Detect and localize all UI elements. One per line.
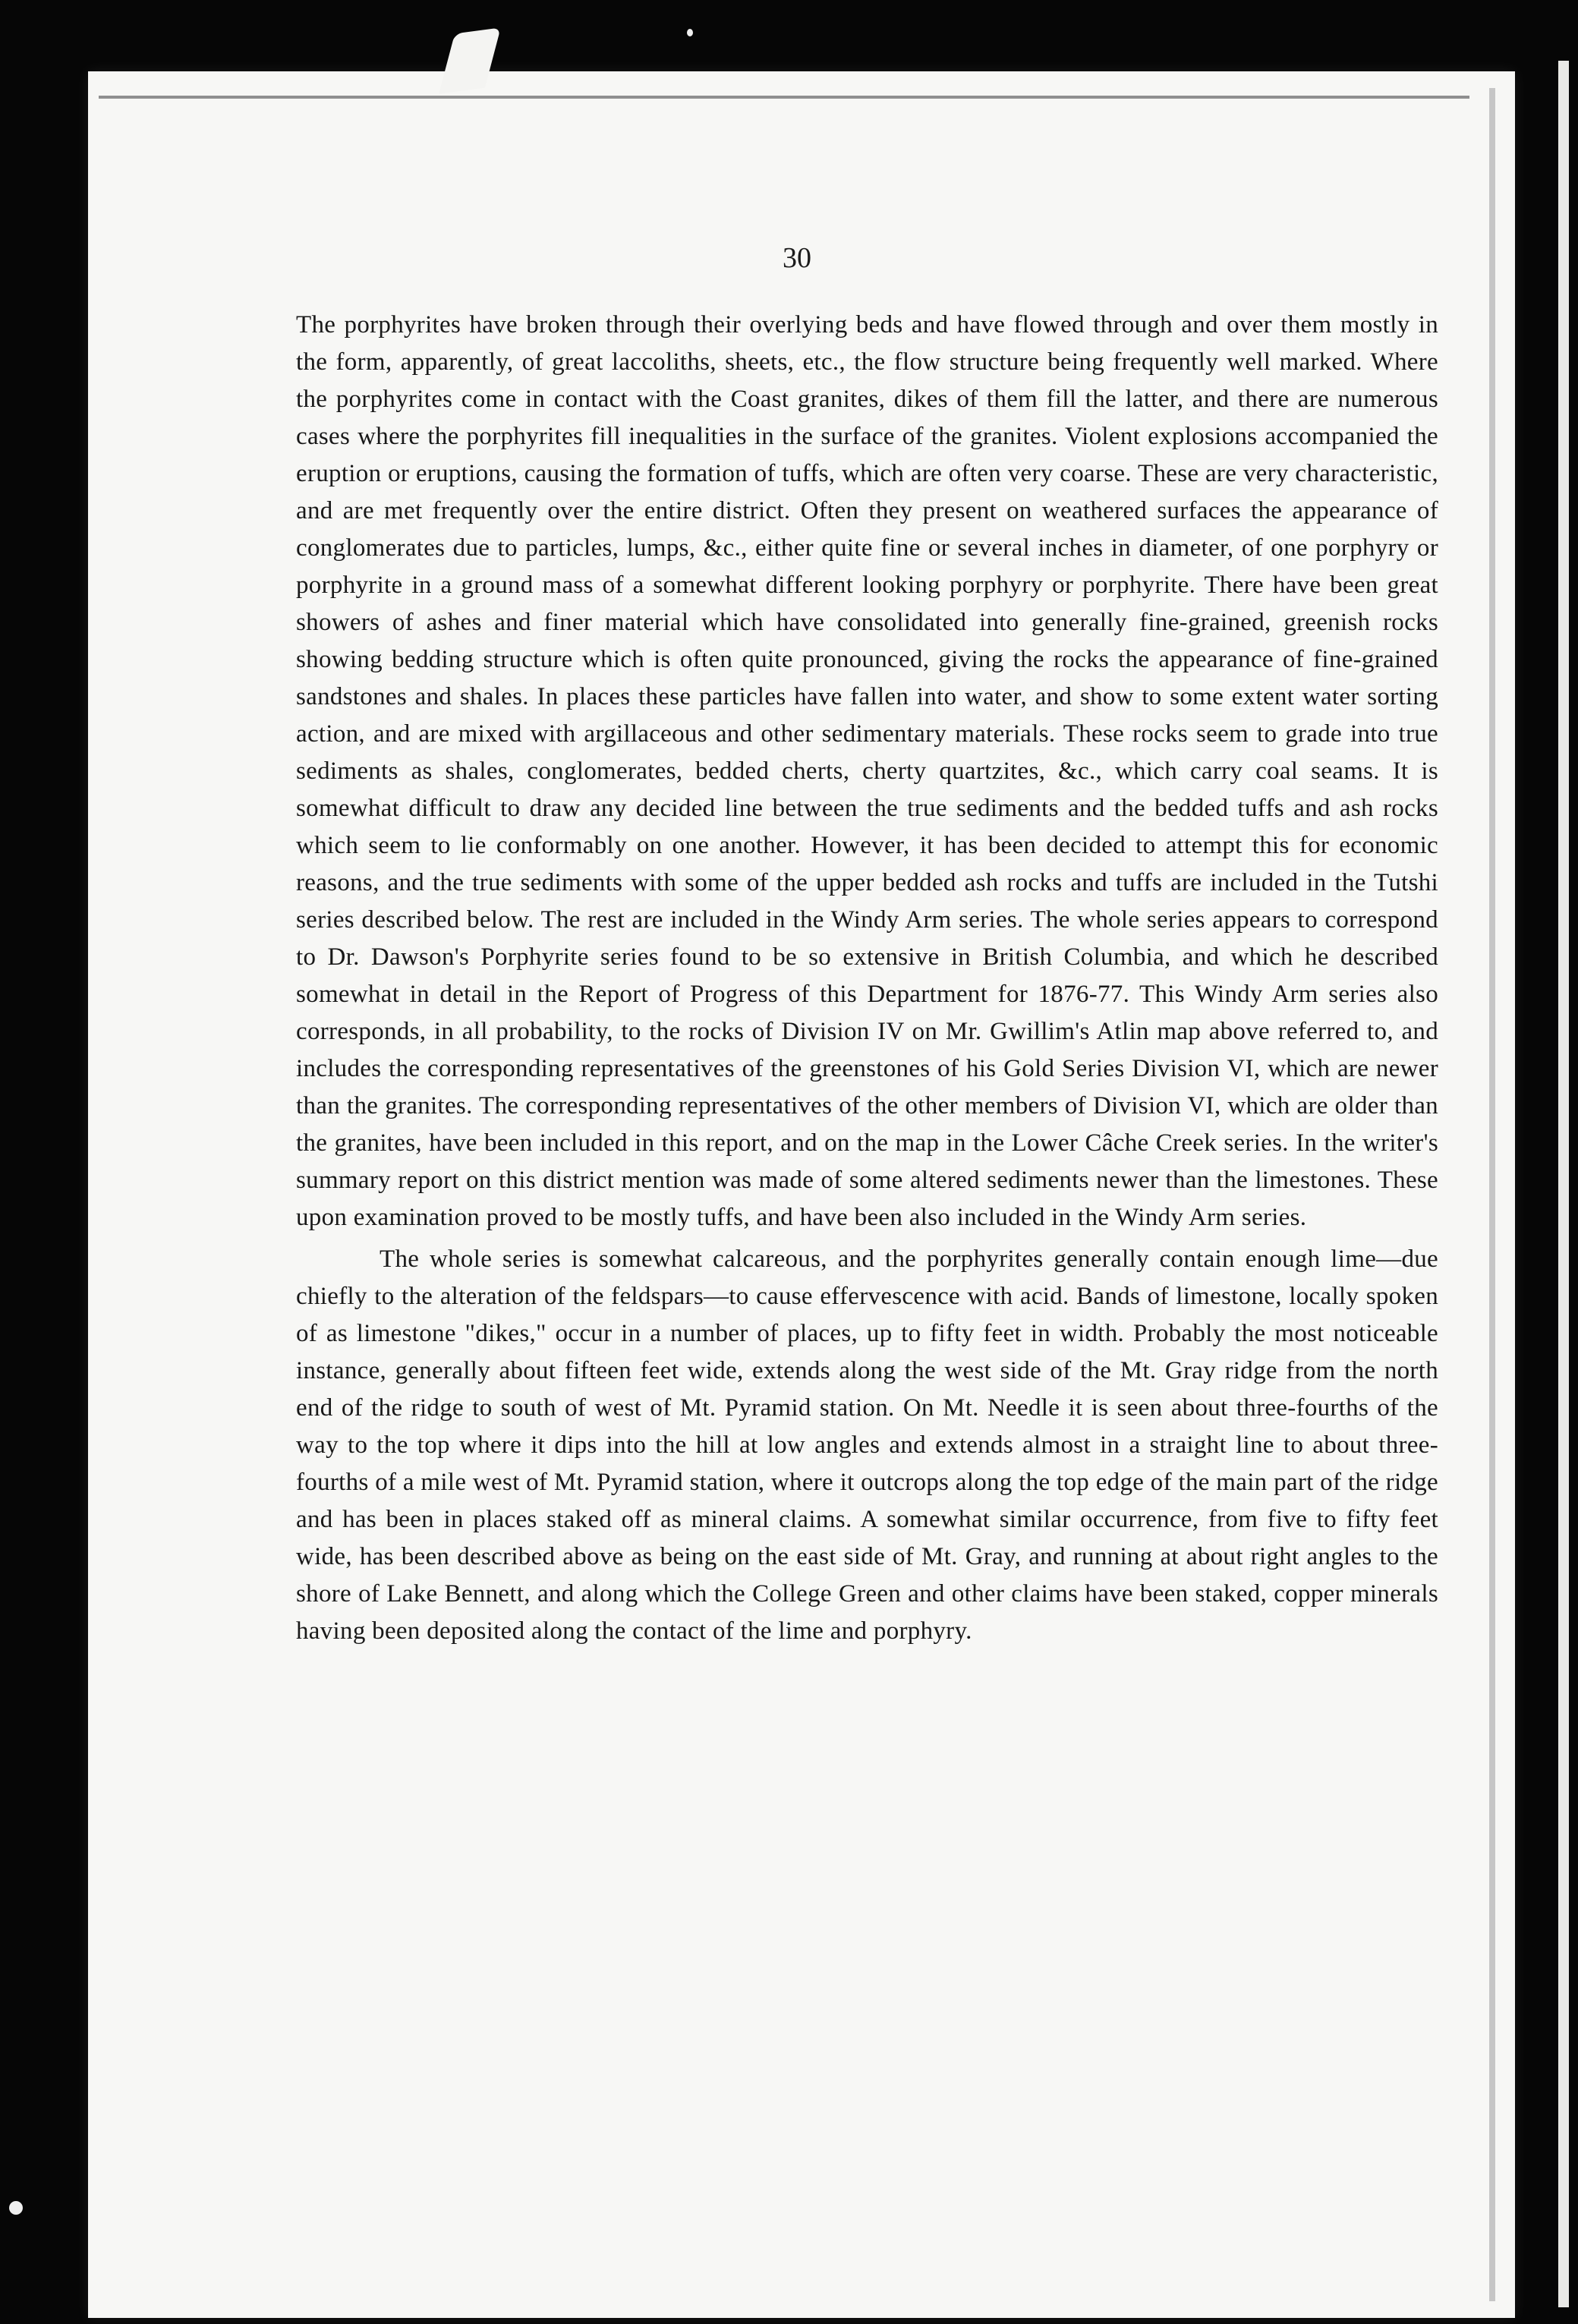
page-top-edge-line: [99, 96, 1469, 99]
scan-speck: [9, 2201, 23, 2215]
page-right-edge-line: [1489, 88, 1495, 2301]
adjacent-page-edge: [1558, 61, 1569, 2307]
scan-speck: [687, 29, 693, 36]
paragraph-porphyrites: The porphyrites have broken through their overlying beds and have flowed through and over them mostly in the form, apparently, of great laccoliths, sheets, etc., the flow structure being frequently well marked. Where the porphyrites come in contact with the Coast granites, dikes of them fill the latter, and there are numerous cases where the porphyrites fill inequalities in the surface of the granites. Violent explosions accompanied the eruption or eruptions, causing the formation of tuffs, which are often very coarse. These are very characteristic, and are met frequently over the entire district. Often they present on weathered surfaces the appearance of conglomerates due to particles, lumps, &c., either quite fine or several inches in diameter, of one porphyry or porphyrite in a ground mass of a somewhat different looking porphyry or porphyrite. There have been great showers of ashes and finer material which have consolidated into generally fine-grained, greenish rocks showing bedding structure which is often quite pronounced, giving the rocks the appearance of fine-grained sandstones and shales. In places these particles have fallen into water, and show to some extent water sorting action, and are mixed with argillaceous and other sedimentary materials. These rocks seem to grade into true sediments as shales, conglomerates, bedded cherts, cherty quartzites, &c., which carry coal seams. It is somewhat difficult to draw any decided line between the true sediments and the bedded tuffs and ash rocks which seem to lie conformably on one another. However, it has been decided to attempt this for economic reasons, and the true sediments with some of the upper bedded ash rocks and tuffs are included in the Tutshi series described below. The rest are included in the Windy Arm series. The whole series appears to correspond to Dr. Dawson's Porphyrite series found to be so extensive in British Columbia, and which he described somewhat in detail in the Report of Progress of this Department for 1876-77. This Windy Arm series also corresponds, in all probability, to the rocks of Division IV on Mr. Gwillim's Atlin map above referred to, and includes the corresponding representatives of the greenstones of his Gold Series Division VI, which are newer than the granites. The corresponding representatives of the other members of Division VI, which are older than the granites, have been included in this report, and on the map in the Lower Câche Creek series. In the writer's summary report on this district mention was made of some altered sediments newer than the limestones. These upon examination proved to be mostly tuffs, and have been also included in the Windy Arm series.: [296, 311, 1438, 1231]
page-number: 30: [783, 242, 811, 274]
paragraph-calcareous-series: The whole series is somewhat calcareous, and the porphyrites generally contain enough lime—due chiefly to the alteration of the feldspars—to cause effervescence with acid. Bands of limestone, locally spoken of as limestone "dikes," occur in a number of places, up to fifty feet in width. Probably the most noticeable instance, generally about fifteen feet wide, extends along the west side of the Mt. Gray ridge from the north end of the ridge to south of west of Mt. Pyramid station. On Mt. Needle it is seen about three-fourths of the way to the top where it dips into the hill at low angles and extends almost in a straight line to about three-fourths of a mile west of Mt. Pyramid station, where it outcrops along the top edge of the main part of the ridge and has been in places staked off as mineral claims. A somewhat similar occurrence, from five to fifty feet wide, has been described above as being on the east side of Mt. Gray, and running at about right angles to the shore of Lake Bennett, and along which the College Green and other claims have been staked, copper minerals having been deposited along the contact of the lime and porphyry.: [296, 1245, 1438, 1645]
body-text: [296, 307, 1438, 1655]
